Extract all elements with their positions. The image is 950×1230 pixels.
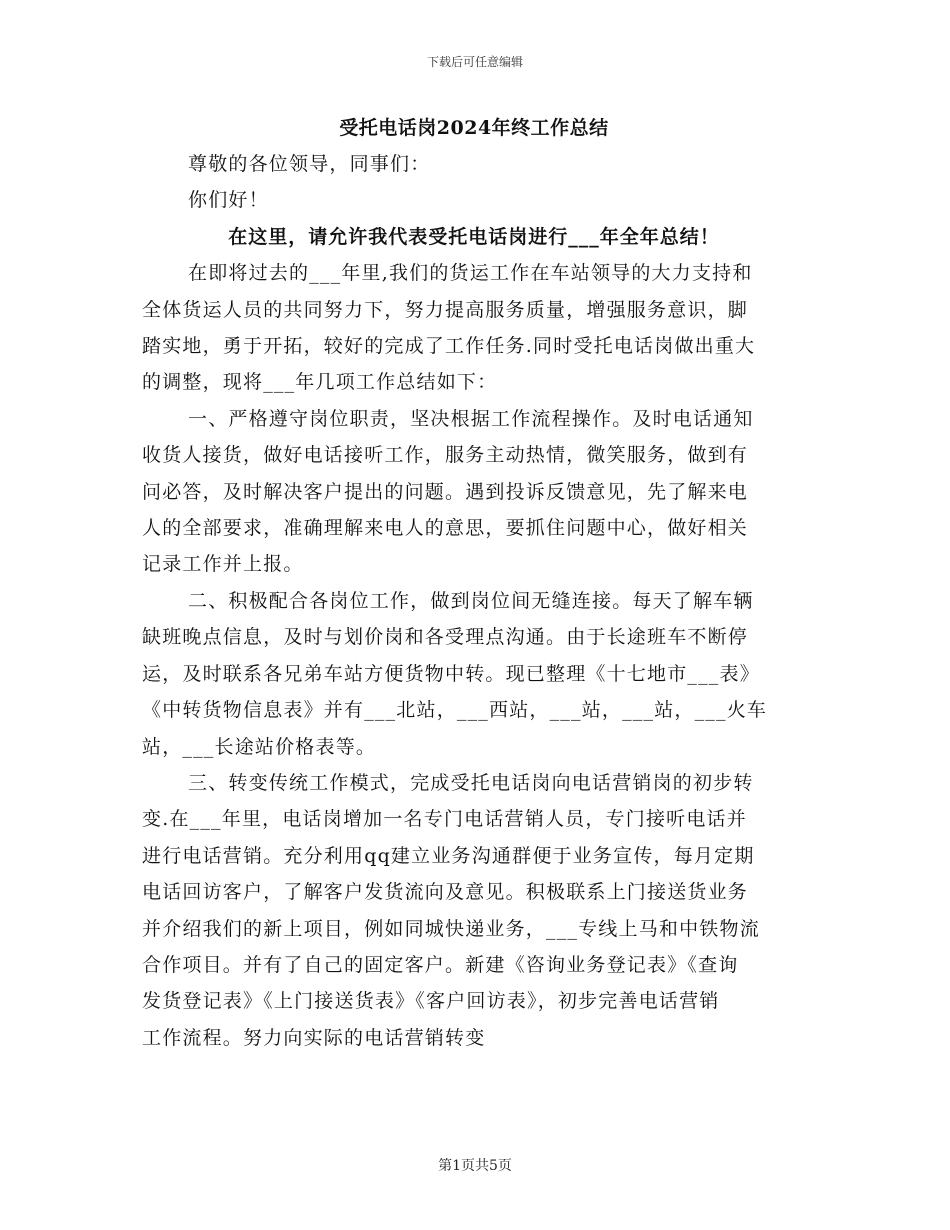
paragraph-line: 变.在___年里，电话岗增加一名专门电话营销人员，专门接听电话并 (142, 808, 747, 831)
paragraph-line: 在即将过去的___年里,我们的货运工作在车站领导的大力支持和 (188, 262, 753, 285)
salutation: 尊敬的各位领导，同事们： (188, 153, 431, 175)
paragraph-line: 工作流程。努力向实际的电话营销转变 (142, 1026, 486, 1049)
paragraph-line: 电话回访客户，了解客户发货流向及意见。积极联系上门接送货业务 (142, 881, 749, 904)
intro-bold-line: 在这里，请允许我代表受托电话岗进行___年全年总结！ (228, 225, 720, 248)
paragraph-line: 运，及时联系各兄弟车站方便货物中转。现已整理《十七地市___表》 (142, 662, 760, 685)
header-note: 下载后可任意编辑 (426, 55, 523, 69)
paragraph-line: 合作项目。并有了自己的固定客户。新建《咨询业务登记表》《查询 (142, 953, 739, 976)
paragraph-line: 《中转货物信息表》并有___北站，___西站，___站，___站，___火车 (142, 699, 768, 722)
paragraph-line: 发货登记表》《上门接送货表》《客户回访表》，初步完善电话营销 (142, 990, 720, 1013)
paragraph-line: 问必答，及时解决客户提出的问题。遇到投诉反馈意见，先了解来电 (142, 480, 749, 503)
paragraph-line: 站，___长途站价格表等。 (142, 735, 377, 758)
paragraph-line: 记录工作并上报。 (142, 553, 304, 576)
paragraph-line: 进行电话营销。充分利用qq建立业务沟通群便于业务宣传，每月定期 (142, 844, 755, 867)
paragraph-line: 全体货运人员的共同努力下，努力提高服务质量，增强服务意识，脚 (142, 298, 749, 321)
greeting: 你们好！ (188, 189, 269, 212)
paragraph-line: 并介绍我们的新上项目，例如同城快递业务，___专线上马和中铁物流 (142, 917, 760, 940)
paragraph-line: 一、严格遵守岗位职责，坚决根据工作流程操作。及时电话通知 (188, 407, 754, 430)
paragraph-line: 三、转变传统工作模式，完成受托电话岗向电话营销岗的初步转 (188, 771, 754, 794)
paragraph-line: 踏实地，勇于开拓，较好的完成了工作任务.同时受托电话岗做出重大 (142, 335, 756, 358)
paragraph-line: 二、积极配合各岗位工作，做到岗位间无缝连接。每天了解车辆 (188, 589, 754, 612)
paragraph-2 (142, 401, 806, 583)
paragraph-1 (142, 255, 806, 401)
paragraph-line: 的调整，现将___年几项工作总结如下： (142, 371, 498, 394)
paragraph-line: 缺班晚点信息，及时与划价岗和各受理点沟通。由于长途班车不断停 (142, 626, 749, 649)
paragraph-3 (142, 583, 806, 765)
page-footer: 第1页共5页 (438, 1158, 512, 1174)
paragraph-line: 收货人接货，做好电话接听工作，服务主动热情，微笑服务，做到有 (142, 444, 749, 467)
paragraph-line: 人的全部要求，准确理解来电人的意思，要抓住问题中心，做好相关 (142, 517, 749, 540)
paragraph-4 (142, 765, 806, 1056)
document-title: 受托电话岗2024年终工作总结 (339, 117, 609, 139)
document-body (142, 110, 806, 1056)
